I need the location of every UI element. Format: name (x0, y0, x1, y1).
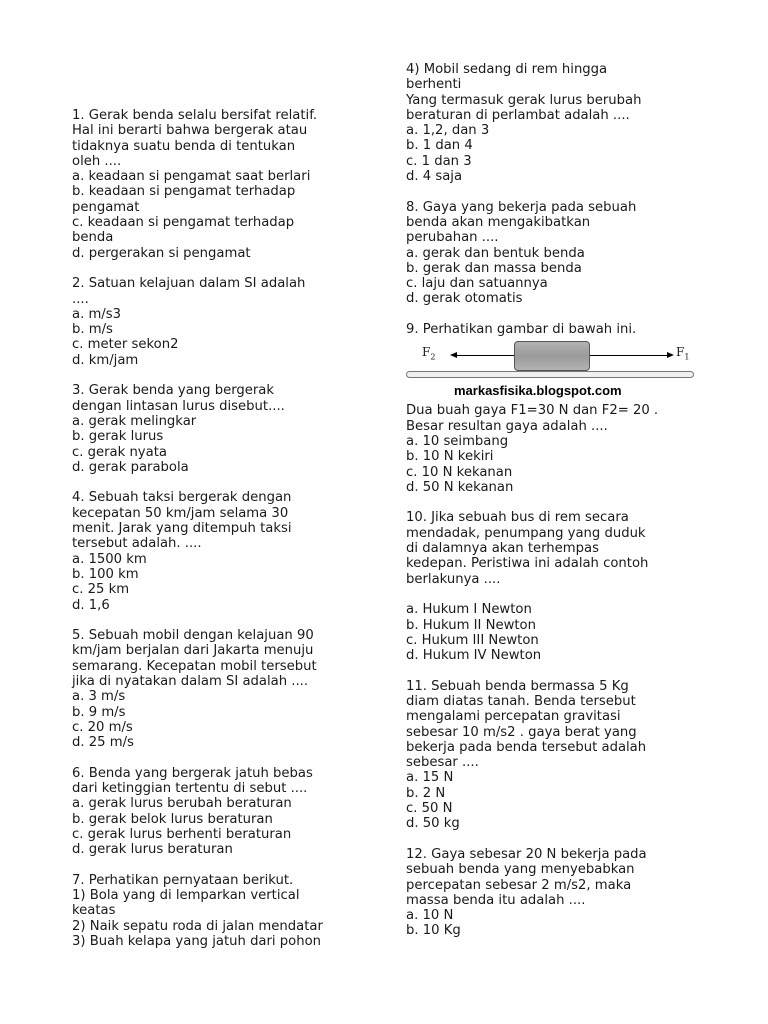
blank-line (72, 750, 372, 765)
text-line: berlakunya .... (406, 571, 501, 587)
text-line: 5. Sebuah mobil dengan kelajuan 90 (72, 628, 314, 644)
arrow-right-icon (667, 352, 674, 358)
text-line: a. Hukum I Newton (406, 602, 532, 618)
text-line: a. gerak melingkar (72, 413, 197, 429)
text-line: sebesar 10 m/s2 . gaya berat yang (406, 724, 637, 740)
arrow-right-shaft (590, 355, 668, 356)
blank-line (406, 587, 706, 602)
blank-line (72, 368, 372, 383)
text-line: c. 1 dan 3 (406, 153, 472, 169)
text-line: b. m/s (72, 322, 113, 338)
blank-line (72, 475, 372, 490)
text-line: 2) Naik sepatu roda di jalan mendatar (72, 918, 323, 934)
text-line: tersebut adalah. .... (72, 536, 202, 552)
text-line: c. gerak lurus berhenti beraturan (72, 826, 292, 842)
text-line: d. Hukum IV Newton (406, 648, 542, 664)
text-line: d. 50 kg (406, 816, 460, 832)
text-line: b. 100 km (72, 566, 139, 582)
blank-line (72, 613, 372, 628)
text-line: Besar resultan gaya adalah .... (406, 418, 608, 434)
text-line: 11. Sebuah benda bermassa 5 Kg (406, 678, 629, 694)
text-line: c. 20 m/s (72, 719, 133, 735)
text-line: a. gerak lurus berubah beraturan (72, 796, 292, 812)
text-line: keatas (72, 903, 116, 919)
text-line: dari ketinggian tertentu di sebut .... (72, 781, 308, 797)
text-line: kedepan. Peristiwa ini adalah contoh (406, 556, 649, 572)
text-line: c. 25 km (72, 582, 130, 598)
text-line: b. Hukum II Newton (406, 617, 536, 633)
text-line: c. keadaan si pengamat terhadap (72, 215, 295, 231)
text-line: a. gerak dan bentuk benda (406, 245, 585, 261)
text-line: benda (72, 230, 114, 246)
text-line: a. m/s3 (72, 306, 122, 322)
text-line: di dalamnya akan terhempas (406, 541, 599, 557)
text-line: b. 2 N (406, 785, 446, 801)
text-line: 1. Gerak benda selalu bersifat relatif. (72, 108, 318, 123)
text-line: d. 50 N kekanan (406, 479, 514, 495)
text-line: kecepatan 50 km/jam selama 30 (72, 505, 289, 521)
right-column-bottom (406, 403, 706, 938)
text-line: diam diatas tanah. Benda tersebut (406, 693, 636, 709)
text-line: d. pergerakan si pengamat (72, 245, 251, 261)
text-line: berhenti (406, 77, 462, 93)
text-line: sebesar .... (406, 755, 479, 771)
text-line: 1) Bola yang di lemparkan vertical (72, 888, 300, 904)
text-line: oleh .... (72, 153, 122, 169)
text-line: jika di nyatakan dalam SI adalah .... (72, 673, 309, 689)
blank-line (72, 858, 372, 873)
text-line: Dua buah gaya F1=30 N dan F2= 20 . (406, 403, 659, 419)
text-line: 3. Gerak benda yang bergerak (72, 383, 275, 399)
text-line: percepatan sebesar 2 m/s2, maka (406, 877, 632, 893)
text-line: d. 4 saja (406, 169, 463, 185)
left-column (72, 108, 372, 949)
text-line: d. gerak otomatis (406, 291, 523, 307)
text-line: Hal ini berarti bahwa bergerak atau (72, 123, 308, 139)
text-line: tidaknya suatu benda di tentukan (72, 138, 296, 154)
text-line: c. gerak nyata (72, 444, 167, 460)
text-line: 2. Satuan kelajuan dalam SI adalah (72, 276, 306, 292)
text-line: mengalami percepatan gravitasi (406, 709, 621, 725)
text-line: b. 10 N kekiri (406, 449, 494, 465)
text-line: c. 50 N (406, 801, 453, 817)
text-line: 3) Buah kelapa yang jatuh dari pohon (72, 934, 322, 950)
text-line: a. 15 N (406, 770, 454, 786)
text-line: .... (72, 291, 89, 307)
text-line: 6. Benda yang bergerak jatuh bebas (72, 765, 313, 781)
ground-surface (406, 371, 694, 378)
blank-line (406, 495, 706, 510)
text-line: dengan lintasan lurus disebut.... (72, 398, 285, 414)
text-line: mendadak, penumpang yang duduk (406, 525, 646, 541)
text-line: a. 1,2, dan 3 (406, 123, 490, 139)
text-line: d. km/jam (72, 352, 139, 368)
text-line: a. 10 seimbang (406, 433, 509, 449)
text-line: c. meter sekon2 (72, 337, 179, 353)
text-line: 9. Perhatikan gambar di bawah ini. (406, 322, 637, 338)
text-line: pengamat (72, 199, 140, 215)
watermark: markasfisika.blogspot.com (454, 383, 622, 399)
text-line: 10. Jika sebuah bus di rem secara (406, 510, 629, 526)
text-line: a. keadaan si pengamat saat berlari (72, 169, 311, 185)
text-line: massa benda itu adalah .... (406, 892, 586, 908)
text-line: b. gerak belok lurus beraturan (72, 811, 273, 827)
text-line: 8. Gaya yang bekerja pada sebuah (406, 199, 637, 215)
text-line: menit. Jarak yang ditempuh taksi (72, 521, 292, 537)
blank-line (72, 261, 372, 276)
text-line: perubahan .... (406, 230, 499, 246)
text-line: benda akan mengakibatkan (406, 214, 591, 230)
text-line: semarang. Kecepatan mobil tersebut (72, 658, 317, 674)
text-line: b. gerak lurus (72, 429, 164, 445)
force-f1-label: $F_1$ (676, 345, 690, 362)
text-line: sebuah benda yang menyebabkan (406, 862, 635, 878)
blank-line (406, 663, 706, 678)
text-line: km/jam berjalan dari Jakarta menuju (72, 643, 314, 659)
text-line: d. 25 m/s (72, 735, 134, 751)
text-line: b. 9 m/s (72, 704, 126, 720)
blank-line (406, 307, 706, 322)
arrow-left-shaft (456, 355, 514, 356)
text-line: d. gerak lurus beraturan (72, 842, 233, 858)
force-diagram (406, 341, 698, 401)
blank-line (406, 184, 706, 199)
text-line: b. keadaan si pengamat terhadap (72, 184, 296, 200)
text-line: bekerja pada benda tersebut adalah (406, 739, 647, 755)
text-line: a. 10 N (406, 908, 454, 924)
right-column (406, 62, 706, 939)
text-line: b. 1 dan 4 (406, 138, 473, 154)
text-line: 12. Gaya sebesar 20 N bekerja pada (406, 846, 647, 862)
text-line: beraturan di perlambat adalah .... (406, 107, 630, 123)
text-line: b. gerak dan massa benda (406, 260, 582, 276)
text-line: d. 1,6 (72, 597, 110, 613)
text-line: 4. Sebuah taksi bergerak dengan (72, 490, 292, 506)
text-line: b. 10 Kg (406, 923, 461, 939)
text-line: c. Hukum III Newton (406, 632, 539, 648)
text-line: a. 3 m/s (72, 689, 126, 705)
text-line: a. 1500 km (72, 551, 147, 567)
blank-line (406, 832, 706, 847)
text-line: Yang termasuk gerak lurus berubah (406, 92, 642, 108)
text-line: c. laju dan satuannya (406, 276, 548, 292)
right-column-top (406, 62, 706, 337)
text-line: c. 10 N kekanan (406, 464, 513, 480)
text-line: 7. Perhatikan pernyataan berikut. (72, 872, 294, 888)
force-f2-label: $F_2$ (422, 345, 436, 362)
block-box (514, 341, 590, 371)
text-line: d. gerak parabola (72, 459, 189, 475)
text-line: 4) Mobil sedang di rem hingga (406, 62, 608, 77)
